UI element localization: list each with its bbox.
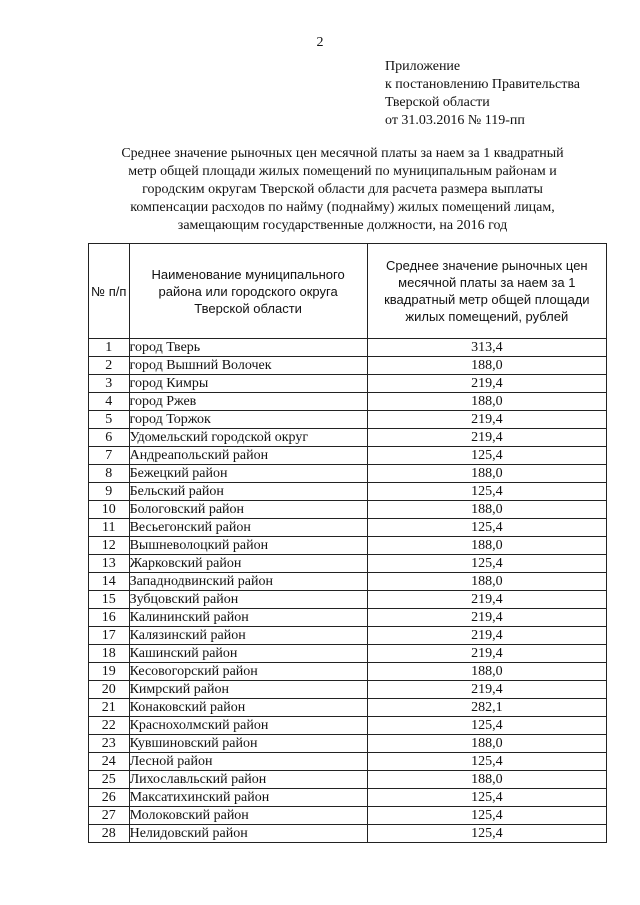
price-value: 219,4 [367,645,606,663]
table-row [89,501,607,519]
price-value: 219,4 [367,609,606,627]
district-name: Максатихинский район [129,789,367,807]
row-number: 27 [89,807,130,825]
price-value: 125,4 [367,789,606,807]
row-number: 2 [89,357,130,375]
table-row [89,519,607,537]
document-title [80,145,605,235]
district-name: Кимрский район [129,681,367,699]
table-row [89,447,607,465]
title-line: компенсации расходов по найму (поднайму) жилых помещений лицам, [130,200,555,215]
price-value: 125,4 [367,483,606,501]
table-header-row [89,244,607,339]
row-number: 15 [89,591,130,609]
district-name: Молоковский район [129,807,367,825]
row-number: 4 [89,393,130,411]
price-value: 282,1 [367,699,606,717]
district-name: Удомельский городской округ [129,429,367,447]
row-number: 7 [89,447,130,465]
district-name: город Торжок [129,411,367,429]
table-row [89,411,607,429]
price-value: 125,4 [367,717,606,735]
row-number: 20 [89,681,130,699]
row-number: 11 [89,519,130,537]
table-row [89,465,607,483]
title-line: метр общей площади жилых помещений по муниципальным районам и [128,164,557,179]
row-number: 3 [89,375,130,393]
price-value: 188,0 [367,393,606,411]
row-number: 8 [89,465,130,483]
district-name: Вышневолоцкий район [129,537,367,555]
price-value: 188,0 [367,771,606,789]
price-value: 188,0 [367,663,606,681]
appendix-header [385,58,580,130]
table-row [89,393,607,411]
district-name: город Ржев [129,393,367,411]
price-value: 125,4 [367,825,606,843]
district-name: Калязинский район [129,627,367,645]
district-name: Калининский район [129,609,367,627]
price-value: 188,0 [367,735,606,753]
title-line: городским округам Тверской области для расчета размера выплаты [142,182,543,197]
district-name: Кесовогорский район [129,663,367,681]
district-name: Зубцовский район [129,591,367,609]
table-row [89,483,607,501]
table-row [89,699,607,717]
title-line: Среднее значение рыночных цен месячной платы за наем за 1 квадратный [121,146,564,161]
price-value: 219,4 [367,375,606,393]
price-value: 188,0 [367,357,606,375]
price-value: 219,4 [367,429,606,447]
rent-price-table [88,243,607,843]
row-number: 1 [89,339,130,357]
row-number: 26 [89,789,130,807]
row-number: 28 [89,825,130,843]
table-row [89,627,607,645]
table-row [89,753,607,771]
row-number: 6 [89,429,130,447]
district-name: Лесной район [129,753,367,771]
district-name: Западнодвинский район [129,573,367,591]
table-row [89,429,607,447]
appendix-line: Тверской области [385,95,490,110]
price-value: 188,0 [367,537,606,555]
row-number: 24 [89,753,130,771]
row-number: 19 [89,663,130,681]
price-value: 188,0 [367,501,606,519]
row-number: 17 [89,627,130,645]
price-value: 125,4 [367,519,606,537]
appendix-line: к постановлению Правительства [385,77,581,92]
table-row [89,645,607,663]
table-row [89,375,607,393]
district-name: Андреапольский район [129,447,367,465]
district-name: Бологовский район [129,501,367,519]
price-value: 313,4 [367,339,606,357]
table-row [89,807,607,825]
table-row [89,609,607,627]
row-number: 9 [89,483,130,501]
row-number: 13 [89,555,130,573]
price-value: 188,0 [367,465,606,483]
row-number: 14 [89,573,130,591]
row-number: 25 [89,771,130,789]
table-row [89,339,607,357]
price-value: 125,4 [367,807,606,825]
price-value: 125,4 [367,753,606,771]
appendix-line: от 31.03.2016 № 119-пп [385,113,525,128]
price-value: 219,4 [367,591,606,609]
price-value: 219,4 [367,627,606,645]
price-value: 219,4 [367,681,606,699]
row-number: 5 [89,411,130,429]
table-row [89,357,607,375]
district-name: Весьегонский район [129,519,367,537]
row-number: 16 [89,609,130,627]
district-name: Бежецкий район [129,465,367,483]
district-name: Конаковский район [129,699,367,717]
district-name: город Тверь [129,339,367,357]
table-row [89,681,607,699]
district-name: Лихославльский район [129,771,367,789]
table-row [89,789,607,807]
district-name: Нелидовский район [129,825,367,843]
table-row [89,735,607,753]
table-row [89,573,607,591]
district-name: Кашинский район [129,645,367,663]
table-row [89,717,607,735]
district-name: Кувшиновский район [129,735,367,753]
district-name: Жарковский район [129,555,367,573]
table-row [89,825,607,843]
district-name: Краснохолмский район [129,717,367,735]
row-number: 23 [89,735,130,753]
table-row [89,537,607,555]
row-number: 22 [89,717,130,735]
header-number: № п/п [89,244,130,339]
district-name: Бельский район [129,483,367,501]
price-value: 125,4 [367,555,606,573]
table-row [89,591,607,609]
row-number: 18 [89,645,130,663]
row-number: 21 [89,699,130,717]
district-name: город Кимры [129,375,367,393]
row-number: 10 [89,501,130,519]
title-line: замещающим государственные должности, на 2016 год [177,218,508,233]
page-number: 2 [316,35,324,50]
district-name: город Вышний Волочек [129,357,367,375]
price-value: 125,4 [367,447,606,465]
header-district-name: Наименование муниципального района или городского округа Тверской области [129,244,367,339]
price-value: 188,0 [367,573,606,591]
appendix-line: Приложение [385,59,461,74]
table-row [89,663,607,681]
table-body [89,339,607,843]
row-number: 12 [89,537,130,555]
table-row [89,771,607,789]
table-row [89,555,607,573]
price-value: 219,4 [367,411,606,429]
header-average-price: Среднее значение рыночных цен месячной платы за наем за 1 квадратный метр общей площади жилых помещений, рублей [367,244,606,339]
